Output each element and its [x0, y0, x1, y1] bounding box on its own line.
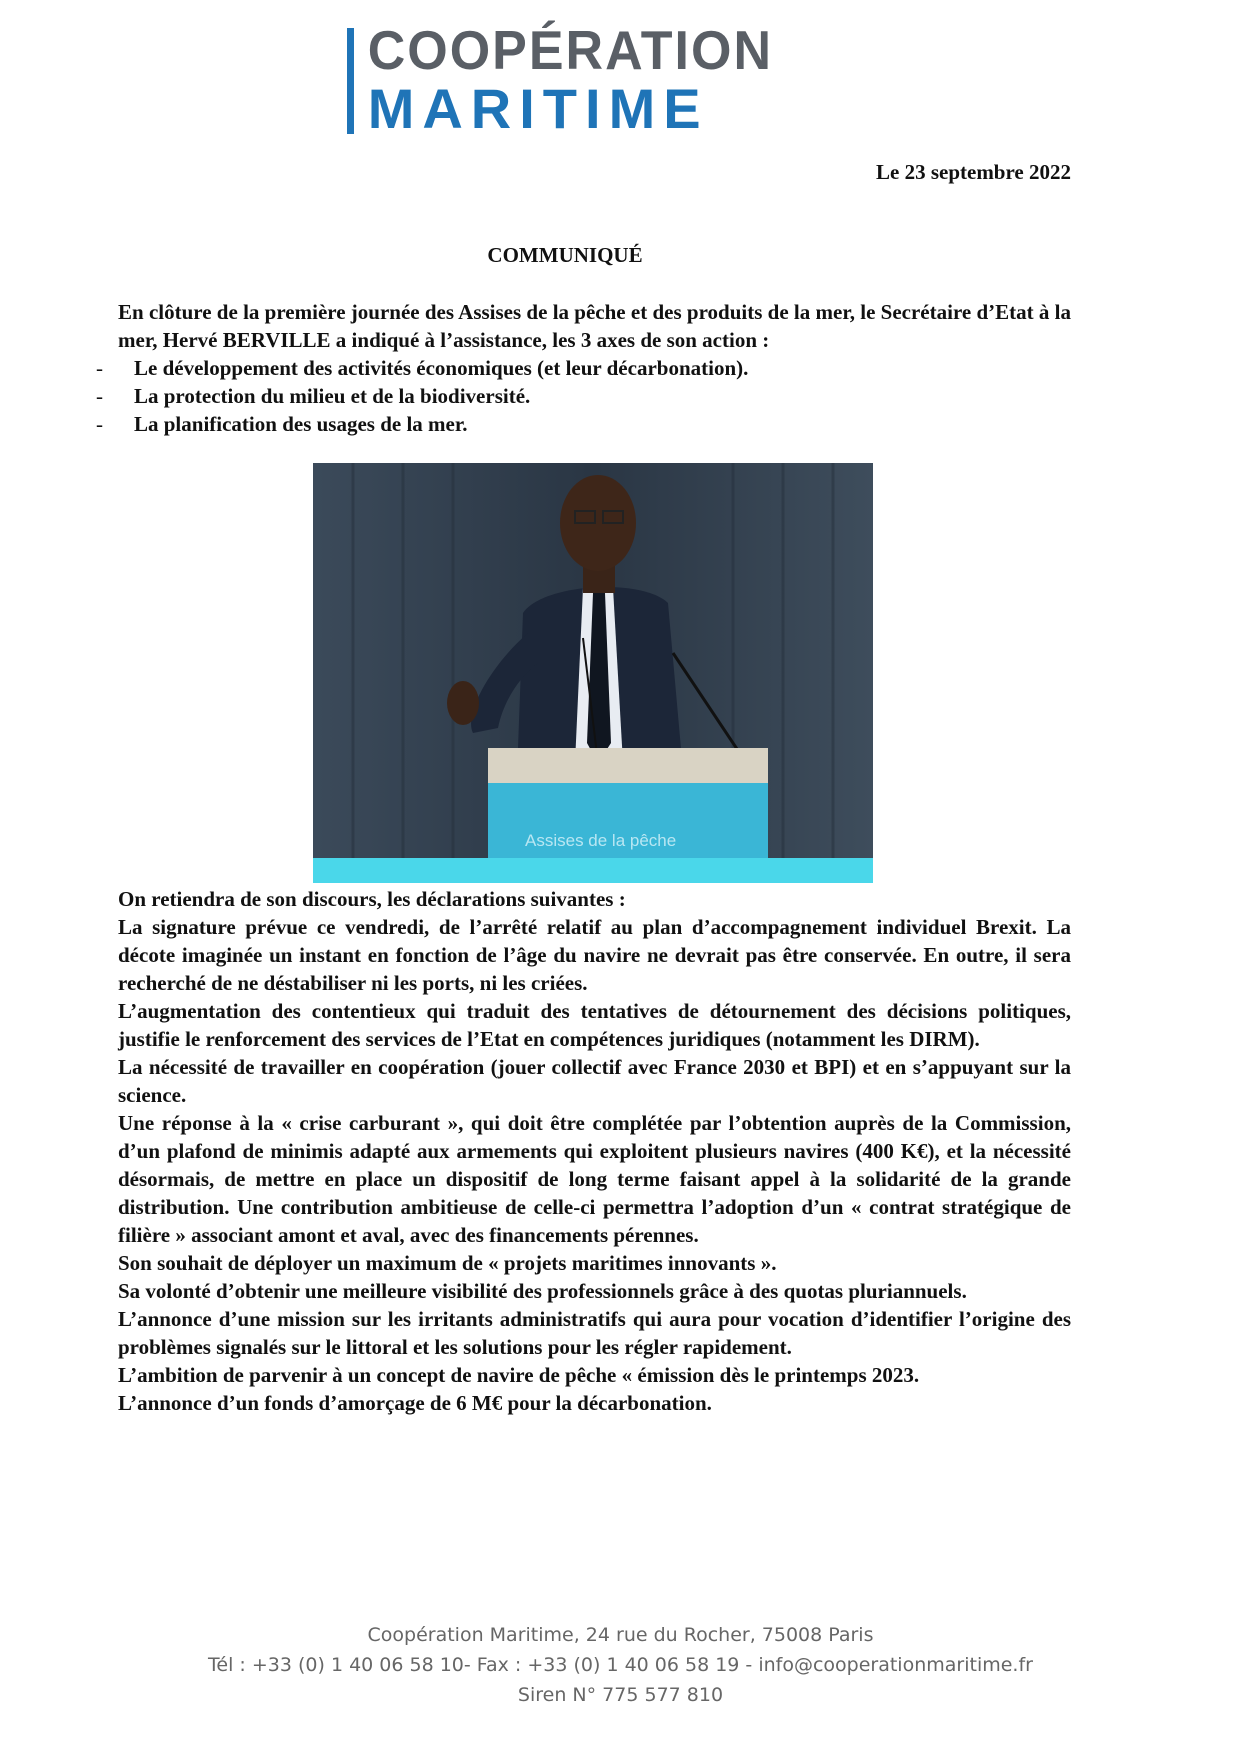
statement-paragraph: L’annonce d’une mission sur les irritants administratifs qui aura pour vocation d’identifier l’origine des problèmes signalés sur le littoral et les solutions pour les régler rapidement.	[118, 1307, 1071, 1359]
action-axes-list	[96, 354, 1071, 438]
logo-line-cooperation: COOPÉRATION	[367, 20, 773, 82]
fish-logo-icon	[347, 28, 354, 134]
cooperation-maritime-logo	[347, 20, 773, 140]
statement-paragraph: La signature prévue ce vendredi, de l’arrêté relatif au plan d’accompagnement individuel Brexit. La décote imaginée un instant en fonction de l’âge du navire ne devrait pas être conservée. En outre, il sera recherché de ne déstabiliser ni les ports, ni les criées.	[118, 915, 1071, 995]
document-date: Le 23 septembre 2022	[876, 160, 1071, 184]
speaker-photo	[313, 463, 873, 883]
logo-line-maritime: MARITIME	[367, 77, 709, 140]
statement-paragraph: Sa volonté d’obtenir une meilleure visibilité des professionnels grâce à des quotas pluriannuels.	[118, 1279, 967, 1303]
list-item: - La planification des usages de la mer.	[96, 412, 468, 436]
statement-paragraph: On retiendra de son discours, les déclarations suivantes :	[118, 887, 626, 911]
statement-paragraph: L’augmentation des contentieux qui traduit des tentatives de détournement des décisions politiques, justifie le renforcement des services de l’Etat en compétences juridiques (notamment les DIRM).	[118, 999, 1071, 1051]
footer-address: Coopération Maritime, 24 rue du Rocher, 75008 Paris	[367, 1624, 874, 1646]
axis-text: Le développement des activités économiques (et leur décarbonation).	[134, 356, 749, 380]
statements-section	[118, 885, 1071, 1417]
intro-paragraph: En clôture de la première journée des Assises de la pêche et des produits de la mer, le Secrétaire d’Etat à la mer, Hervé BERVILLE a indiqué à l’assistance, les 3 axes de son action :	[118, 300, 1071, 352]
list-item: - Le développement des activités économiques (et leur décarbonation).	[96, 356, 749, 380]
statement-paragraph: L’ambition de parvenir à un concept de navire de pêche « émission dès le printemps 2023.	[118, 1363, 920, 1387]
statement-paragraph: Une réponse à la « crise carburant », qui doit être complétée par l’obtention auprès de la Commission, d’un plafond de minimis adapté aux armements qui exploitent plusieurs navires (400 K€), et la nécessité désormais, de mettre en place un dispositif de long terme faisant appel à la solidarité de la grande distribution. Une contribution ambitieuse de celle-ci permettra l’adoption d’un « contrat stratégique de filière » associant amont et aval, avec des financements pérennes.	[118, 1111, 1071, 1247]
list-item: - La protection du milieu et de la biodiversité.	[96, 384, 531, 408]
document-title: COMMUNIQUÉ	[487, 243, 643, 267]
statement-paragraph: L’annonce d’un fonds d’amorçage de 6 M€ pour la décarbonation.	[118, 1391, 712, 1415]
axis-text: La planification des usages de la mer.	[134, 412, 468, 436]
statement-paragraph: La nécessité de travailler en coopération (jouer collectif avec France 2030 et BPI) et en s’appuyant sur la science.	[118, 1055, 1071, 1107]
footer-siren: Siren N° 775 577 810	[517, 1684, 724, 1706]
podium-text: Assises de la pêche	[525, 831, 677, 850]
footer-contact: Tél : +33 (0) 1 40 06 58 10- Fax : +33 (0) 1 40 06 58 19 - info@cooperationmaritime.fr	[208, 1654, 1033, 1676]
page-footer	[0, 1620, 1241, 1710]
axis-text: La protection du milieu et de la biodiversité.	[134, 384, 531, 408]
statement-paragraph: Son souhait de déployer un maximum de « projets maritimes innovants ».	[118, 1251, 777, 1275]
